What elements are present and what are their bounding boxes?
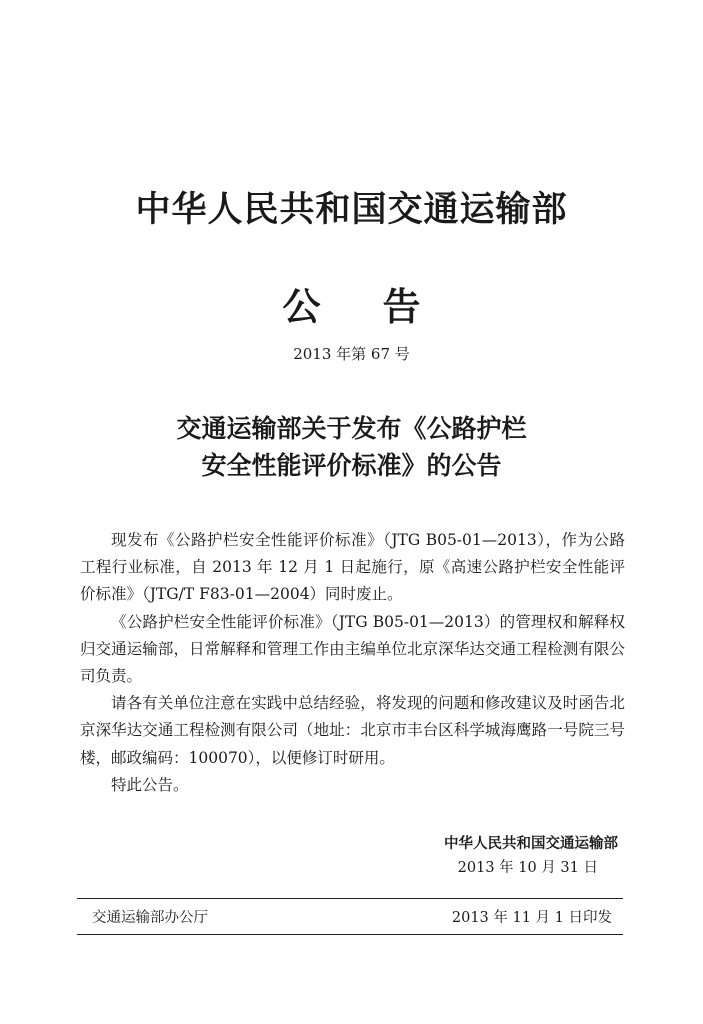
notice-heading-line1: 交通运输部关于发布《公路护栏 xyxy=(176,414,527,443)
body-paragraph-3: 请各有关单位注意在实践中总结经验，将发现的问题和修改建议及时函告北京深华达交通工程检测有限公司（地址：北京市丰台区科学城海鹰路一号院三号楼，邮政编码：100070），以便修订时研用。 xyxy=(80,694,625,767)
body-paragraph-2: 《公路护栏安全性能评价标准》（JTG B05-01—2013）的管理权和解释权归交通运输部，日常解释和管理工作由主编单位北京深华达交通工程检测有限公司负责。 xyxy=(80,612,625,686)
footer-bottom-rule xyxy=(77,934,623,935)
footer-top-rule xyxy=(77,898,623,899)
document-number: 2013 年第 67 号 xyxy=(293,345,410,363)
footer-office: 交通运输部办公厅 xyxy=(92,910,208,926)
footer-print-date: 2013 年 11 月 1 日印发 xyxy=(451,910,612,926)
notice-body xyxy=(80,527,625,799)
body-paragraph-4: 特此公告。 xyxy=(111,775,189,794)
body-paragraph-1: 现发布《公路护栏安全性能评价标准》（JTG B05-01—2013），作为公路工程行业标准，自 2013 年 12 月 1 日起施行，原《高速公路护栏安全性能评价标准》（JTG/T F83-01—2004）同时废止。 xyxy=(80,531,625,604)
signature-issuer: 中华人民共和国交通运输部 xyxy=(444,836,618,852)
document-type: 公告 xyxy=(282,284,483,329)
issuer-title: 中华人民共和国交通运输部 xyxy=(135,189,568,230)
notice-heading xyxy=(0,410,703,484)
signature-date: 2013 年 10 月 31 日 xyxy=(457,860,598,876)
notice-heading-line2: 安全性能评价标准》的公告 xyxy=(201,451,502,480)
